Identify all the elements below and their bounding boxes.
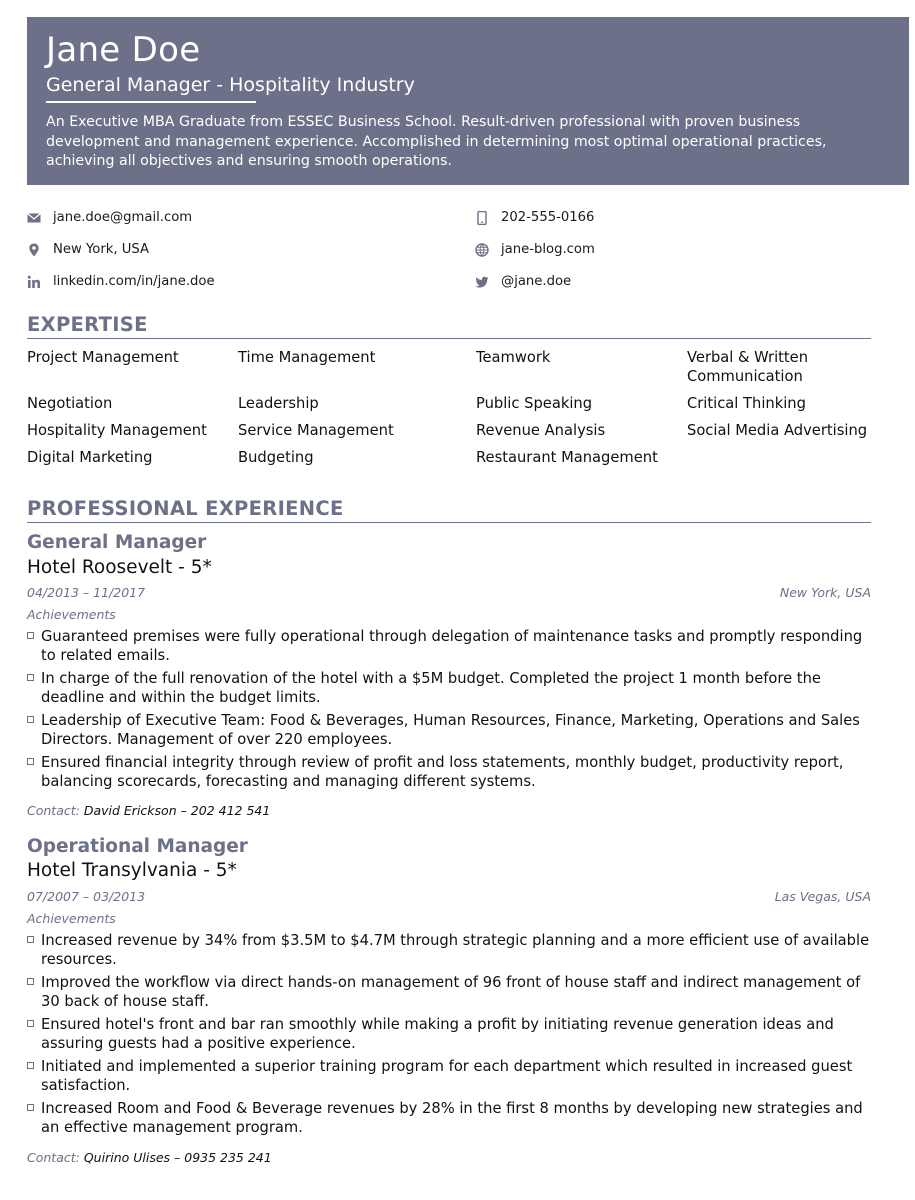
contact-location [27,242,149,257]
list-item: Initiated and implemented a superior training program for each department which resulted in increased guest satisfaction. [27,1057,877,1095]
reference-contact [27,803,270,818]
square-bullet-icon [27,1020,34,1027]
square-bullet-icon [27,632,34,639]
location-text: New York, USA [53,242,150,257]
skill-item: Service Management [238,422,394,439]
list-item: Leadership of Executive Team: Food & Beverages, Human Resources, Finance, Marketing, Operations and Sales Directors. Management of over 220 employees. [27,711,877,749]
skill-item: Negotiation [27,395,113,412]
job-location: Las Vegas, USA [774,889,871,904]
square-bullet-icon [27,758,34,765]
skill-item: Revenue Analysis [476,422,606,439]
list-item: Ensured financial integrity through review of profit and loss statements, monthly budget, productivity report, balancing scorecards, forecasting and managing different systems. [27,753,877,791]
list-item: In charge of the full renovation of the hotel with a $5M budget. Completed the project 1 month before the deadline and within the budget limits. [27,669,877,707]
email-text: jane.doe@gmail.com [53,210,193,225]
blog-text: jane-blog.com [501,242,595,257]
skill-item: Time Management [238,349,376,366]
map-pin-icon [27,243,41,257]
list-item: Ensured hotel's front and bar ran smoothly while making a profit by initiating revenue generation ideas and assuring guests had a positive experience. [27,1015,877,1053]
job-dates: 07/2007 – 03/2013 [27,889,146,904]
candidate-title: General Manager - Hospitality Industry [46,74,415,96]
achievements-list [27,931,877,1141]
reference-contact [27,1150,272,1165]
title-underline [46,101,256,103]
contact-twitter[interactable] [475,274,571,289]
square-bullet-icon [27,716,34,723]
contact-blog[interactable] [475,242,595,257]
skill-item: Teamwork [476,349,551,366]
skill-item: Project Management [27,349,179,366]
square-bullet-icon [27,674,34,681]
skill-item: Hospitality Management [27,422,207,439]
achievements-label: Achievements [27,911,116,926]
skill-item: Social Media Advertising [687,422,868,439]
envelope-icon [27,211,41,225]
skill-item: Digital Marketing [27,449,153,466]
contact-label: Contact: [27,1150,80,1165]
achievements-list [27,627,877,795]
square-bullet-icon [27,1062,34,1069]
contact-linkedin[interactable] [27,274,215,289]
list-item: Increased Room and Food & Beverage revenues by 28% in the first 8 months by developing new strategies and an effective management program. [27,1099,877,1137]
skill-item: Critical Thinking [687,395,806,412]
job-title: General Manager [27,532,207,553]
job-company: Hotel Transylvania - 5* [27,860,237,881]
skill-item: Budgeting [238,449,314,466]
square-bullet-icon [27,936,34,943]
linkedin-icon [27,275,41,289]
skill-item: Verbal & Written Communication [687,349,809,385]
globe-icon [475,243,489,257]
expertise-heading: EXPERTISE [27,313,148,336]
phone-icon [475,211,489,225]
job-title: Operational Manager [27,836,248,857]
twitter-icon [475,275,489,289]
contact-value: David Erickson – 202 412 541 [83,803,271,818]
phone-text: 202-555-0166 [501,210,595,225]
list-item: Improved the workflow via direct hands-on management of 96 front of house staff and indirect management of 30 back of house staff. [27,973,877,1011]
candidate-name: Jane Doe [46,30,201,70]
twitter-text: @jane.doe [501,274,572,289]
list-item: Increased revenue by 34% from $3.5M to $4.7M through strategic planning and a more efficient use of available resources. [27,931,877,969]
square-bullet-icon [27,978,34,985]
experience-heading: PROFESSIONAL EXPERIENCE [27,497,344,520]
summary-text: An Executive MBA Graduate from ESSEC Business School. Result-driven professional with proven business development and management experience. Accomplished in determining most optimal operational practices, achieving all objectives and ensuring smooth operations. [46,114,827,169]
expertise-rule [27,338,871,339]
job-company: Hotel Roosevelt - 5* [27,557,212,578]
skill-item: Public Speaking [476,395,593,412]
skill-item: Leadership [238,395,319,412]
contact-label: Contact: [27,803,80,818]
skill-item: Restaurant Management [476,449,658,466]
list-item: Guaranteed premises were fully operational through delegation of maintenance tasks and promptly responding to related emails. [27,627,877,665]
experience-rule [27,522,871,523]
resume-header [27,17,909,185]
square-bullet-icon [27,1104,34,1111]
contact-value: Quirino Ulises – 0935 235 241 [83,1150,272,1165]
contact-email[interactable] [27,210,192,225]
linkedin-text: linkedin.com/in/jane.doe [53,274,215,289]
contact-phone[interactable] [475,210,594,225]
achievements-label: Achievements [27,607,116,622]
job-location: New York, USA [779,585,871,600]
job-dates: 04/2013 – 11/2017 [27,585,146,600]
